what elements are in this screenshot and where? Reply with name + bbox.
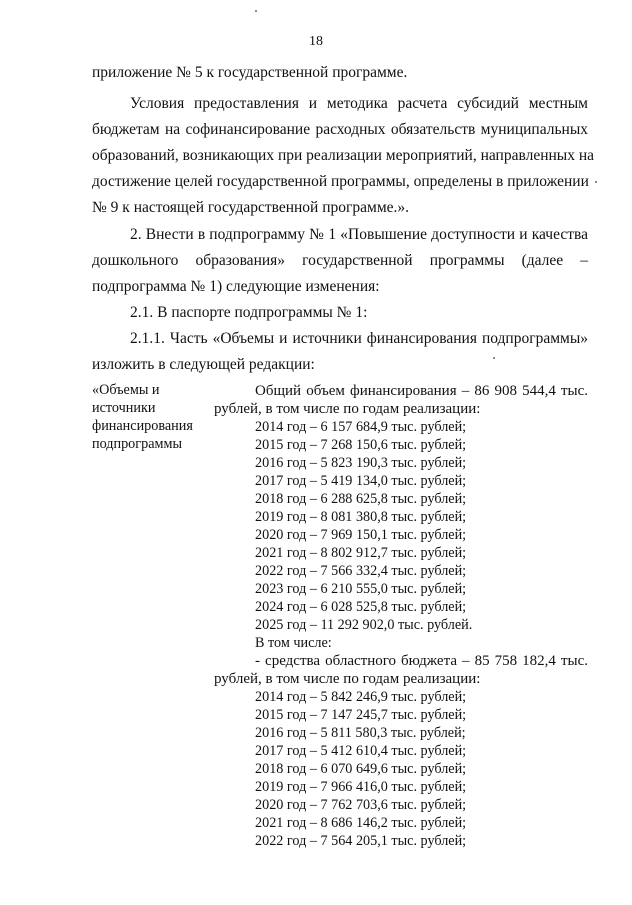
label-line: подпрограммы (92, 436, 182, 452)
year-line: 2015 год – 7 268 150,6 тыс. рублей; (255, 437, 467, 453)
year-line: 2014 год – 5 842 246,9 тыс. рублей; (255, 689, 467, 705)
paragraph-line: бюджетам на софинансирование расходных обязательств муниципальных (92, 121, 588, 138)
year-line: 2016 год – 5 823 190,3 тыс. рублей; (255, 455, 467, 471)
total-funding-line: рублей, в том числе по годам реализации: (214, 401, 481, 417)
year-line: 2024 год – 6 028 525,8 тыс. рублей; (255, 599, 467, 615)
paragraph-line: 2.1.1. Часть «Объемы и источники финансирования подпрограммы» (130, 330, 588, 347)
paragraph-line: образований, возникающих при реализации мероприятий, направленных на (92, 147, 595, 164)
year-line: 2017 год – 5 419 134,0 тыс. рублей; (255, 473, 467, 489)
paragraph-line: № 9 к настоящей государственной программе.». (92, 199, 410, 216)
year-line: 2018 год – 6 288 625,8 тыс. рублей; (255, 491, 467, 507)
year-line: 2025 год – 11 292 902,0 тыс. рублей. (255, 617, 473, 633)
label-line: «Объемы и (92, 382, 160, 398)
including-label: В том числе: (255, 635, 332, 651)
paragraph-line: подпрограмма № 1) следующие изменения: (92, 278, 380, 295)
regional-funding-line: - средства областного бюджета – 85 758 182,4 тыс. (255, 653, 588, 669)
year-line: 2020 год – 7 762 703,6 тыс. рублей; (255, 797, 467, 813)
paragraph-line: Условия предоставления и методика расчета субсидий местным (130, 95, 588, 112)
paragraph-line: приложение № 5 к государственной программе. (92, 64, 408, 81)
regional-funding-line: рублей, в том числе по годам реализации: (214, 671, 481, 687)
year-line: 2018 год – 6 070 649,6 тыс. рублей; (255, 761, 467, 777)
year-line: 2021 год – 8 802 912,7 тыс. рублей; (255, 545, 467, 561)
paragraph-line: 2.1. В паспорте подпрограммы № 1: (130, 304, 368, 321)
year-line: 2019 год – 7 966 416,0 тыс. рублей; (255, 779, 467, 795)
year-line: 2014 год – 6 157 684,9 тыс. рублей; (255, 419, 467, 435)
paragraph-line: достижение целей государственной программы, определены в приложении (92, 173, 589, 190)
paragraph-line: 2. Внести в подпрограмму № 1 «Повышение доступности и качества (130, 226, 588, 243)
year-line: 2017 год – 5 412 610,4 тыс. рублей; (255, 743, 467, 759)
paragraph-line: изложить в следующей редакции: (92, 356, 315, 373)
year-line: 2019 год – 8 081 380,8 тыс. рублей; (255, 509, 467, 525)
table-left-label (92, 381, 212, 453)
year-line: 2022 год – 7 566 332,4 тыс. рублей; (255, 563, 467, 579)
year-line: 2021 год – 8 686 146,2 тыс. рублей; (255, 815, 467, 831)
year-line: 2023 год – 6 210 555,0 тыс. рублей; (255, 581, 467, 597)
total-funding-line: Общий объем финансирования – 86 908 544,4 тыс. (255, 383, 588, 399)
scan-speck (595, 181, 597, 183)
year-line: 2020 год – 7 969 150,1 тыс. рублей; (255, 527, 467, 543)
scan-speck (493, 357, 495, 359)
year-line: 2016 год – 5 811 580,3 тыс. рублей; (255, 725, 466, 741)
page-number: 18 (309, 34, 323, 49)
year-line: 2022 год – 7 564 205,1 тыс. рублей; (255, 833, 467, 849)
label-line: источники (92, 400, 156, 416)
paragraph-line: дошкольного образования» государственной программы (далее – (92, 252, 588, 269)
scan-speck (255, 10, 257, 12)
label-line: финансирования (92, 418, 193, 434)
year-line: 2015 год – 7 147 245,7 тыс. рублей; (255, 707, 467, 723)
